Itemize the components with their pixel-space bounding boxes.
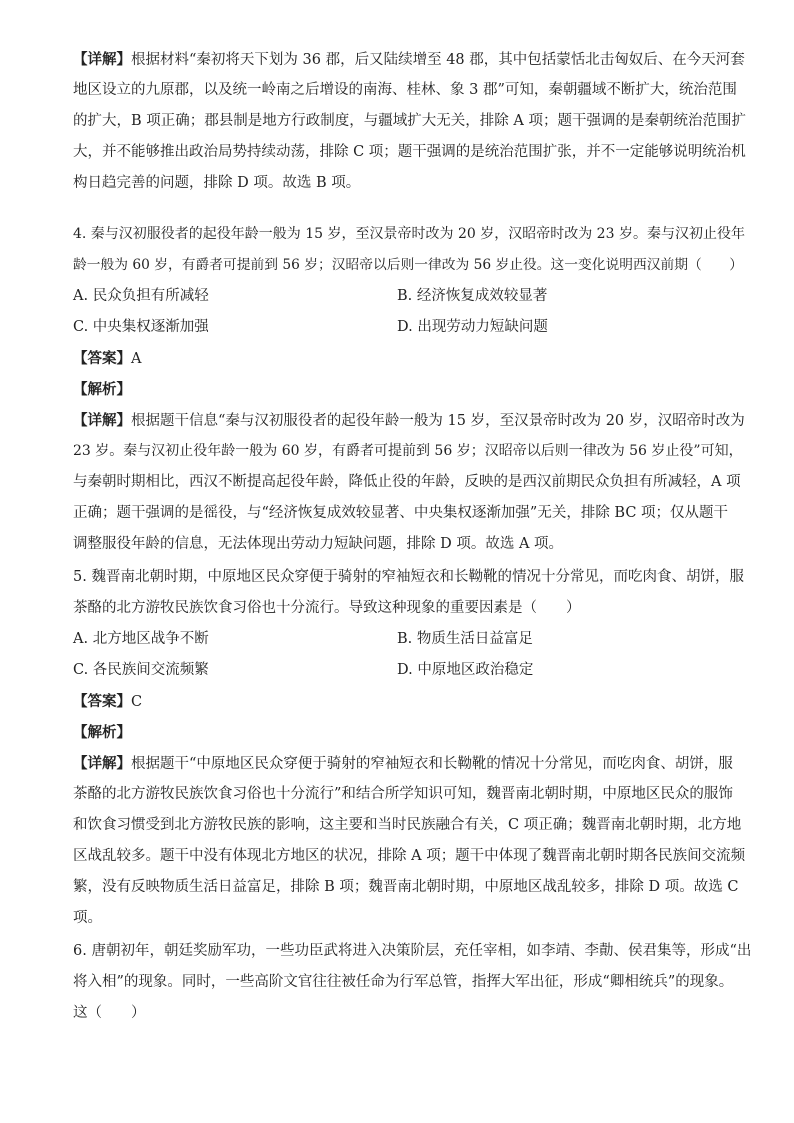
q5-stem <box>73 562 753 624</box>
q3-detail-line-5: 构日趋完善的问题，排除 D 项。故选 B 项。 <box>73 175 361 191</box>
q5-analysis-line <box>73 717 753 748</box>
q5-stem-line-1: 5. 魏晋南北朝时期，中原地区民众穿便于骑射的窄袖短衣和长靿靴的情况十分常见，而吃肉食、胡饼，服 <box>73 569 744 585</box>
q5-answer <box>73 686 753 748</box>
q4-stem-line-2: 龄一般为 60 岁，有爵者可提前到 56 岁；汉昭帝以后则一律改为 56 岁止役。这一变化说明西汉前期（ ） <box>73 257 743 273</box>
q5-options-row-2 <box>73 655 753 686</box>
q5-detail-line-6: 项。 <box>73 910 102 926</box>
detail-text: 根据题干“中原地区民众穿便于骑射的窄袖短衣和长靿靴的情况十分常见，而吃肉食、胡饼，服 <box>131 756 733 772</box>
q5-detail-line-5: 繁，没有反映物质生活日益富足，排除 B 项；魏晋南北朝时期，中原地区战乱较多，排除 D 项。故选 C <box>73 879 739 895</box>
answer-tag: 【答案】 <box>73 350 131 367</box>
analysis-tag: 【解析】 <box>73 724 131 741</box>
q4-detail-line-3: 与秦朝时期相比，西汉不断提高起役年龄，降低止役的年龄，反映的是西汉前期民众负担有所减轻，A 项 <box>73 474 741 490</box>
analysis-tag: 【解析】 <box>73 381 131 398</box>
q6-stem-line-3: 这（ ） <box>73 1005 146 1021</box>
q6-stem-line-2: 将入相”的现象。同时，一些高阶文官往往被任命为行军总管，指挥大军出征，形成“卿相统兵”的现象。 <box>73 974 734 990</box>
q5-option-a: A. 北方地区战争不断 <box>73 631 209 647</box>
q4-stem <box>73 219 753 281</box>
q4-detail-line-4: 正确；题干强调的是徭役，与“经济恢复成效较显著、中央集权逐渐加强”无关，排除 BC 项；仅从题干 <box>73 505 729 521</box>
q6-stem-line-1: 6. 唐朝初年，朝廷奖励军功，一些功臣武将进入决策阶层，充任宰相，如李靖、李勣、侯君集等，形成“出 <box>73 943 752 959</box>
q5-detail-line-4: 区战乱较多。题干中没有体现北方地区的状况，排除 A 项；题干中体现了魏晋南北朝时期各民族间交流频 <box>73 848 746 864</box>
q5-detail-line-2: 茶酪的北方游牧民族饮食习俗也十分流行”和结合所学知识可知，魏晋南北朝时期，中原地区民众的服饰 <box>73 786 733 802</box>
detail-text: 根据题干信息“秦与汉初服役者的起役年龄一般为 15 岁，至汉景帝时改为 20 岁，汉昭帝时改为 <box>131 413 745 429</box>
detail-tag: 【详解】 <box>73 755 131 772</box>
q4-analysis-line <box>73 374 753 405</box>
answer-value: C <box>131 694 143 710</box>
q5-options-row-1 <box>73 624 753 655</box>
q4-detail-line-1 <box>73 405 753 436</box>
q3-detail-line-3: 的扩大，B 项正确；郡县制是地方行政制度，与疆域扩大无关，排除 A 项；题干强调的是秦朝统治范围扩 <box>73 113 746 129</box>
q4-options-row-2 <box>73 312 753 343</box>
q6-stem <box>73 936 753 1029</box>
detail-text: 根据材料“秦初将天下划为 36 郡，后又陆续增至 48 郡，其中包括蒙恬北击匈奴后、在今天河套 <box>131 52 745 68</box>
q3-detail <box>73 44 753 199</box>
q5-stem-line-2: 茶酪的北方游牧民族饮食习俗也十分流行。导致这种现象的重要因素是（ ） <box>73 600 581 616</box>
q4-option-d: D. 出现劳动力短缺问题 <box>397 319 548 335</box>
q4-answer <box>73 343 753 405</box>
q4-detail <box>73 405 753 560</box>
q4-options-row-1 <box>73 281 753 312</box>
answer-value: A <box>131 351 142 367</box>
q3-detail-line-1 <box>73 44 753 75</box>
q5-option-c: C. 各民族间交流频繁 <box>73 662 209 678</box>
q5-option-d: D. 中原地区政治稳定 <box>397 662 534 678</box>
q5-options <box>73 624 753 686</box>
answer-tag: 【答案】 <box>73 693 131 710</box>
q4-option-c: C. 中央集权逐渐加强 <box>73 319 209 335</box>
q4-option-b: B. 经济恢复成效较显著 <box>397 288 548 304</box>
q4-option-a: A. 民众负担有所减轻 <box>73 288 209 304</box>
q4-detail-line-2: 23 岁。秦与汉初止役年龄一般为 60 岁，有爵者可提前到 56 岁；汉昭帝以后则一律改为 56 岁止役”可知， <box>73 443 743 459</box>
q5-detail-line-3: 和饮食习惯受到北方游牧民族的影响，这主要和当时民族融合有关，C 项正确；魏晋南北朝时期，北方地 <box>73 817 742 833</box>
q3-detail-line-4: 大，并不能够推出政治局势持续动荡，排除 C 项；题干强调的是统治范围扩张，并不一定能够说明统治机 <box>73 144 746 160</box>
detail-tag: 【详解】 <box>73 412 131 429</box>
detail-tag: 【详解】 <box>73 51 131 68</box>
q4-answer-line <box>73 343 753 374</box>
q4-stem-line-1: 4. 秦与汉初服役者的起役年龄一般为 15 岁，至汉景帝时改为 20 岁，汉昭帝时改为 23 岁。秦与汉初止役年 <box>73 226 745 242</box>
q4-options <box>73 281 753 343</box>
q5-detail-line-1 <box>73 748 753 779</box>
q4-detail-line-5: 调整服役年龄的信息，无法体现出劳动力短缺问题，排除 D 项。故选 A 项。 <box>73 536 564 552</box>
q5-option-b: B. 物质生活日益富足 <box>397 631 533 647</box>
q3-detail-line-2: 地区设立的九原郡，以及统一岭南之后增设的南海、桂林、象 3 郡”可知，秦朝疆域不断扩大，统治范围 <box>73 82 737 98</box>
q5-answer-line <box>73 686 753 717</box>
q5-detail <box>73 748 753 934</box>
